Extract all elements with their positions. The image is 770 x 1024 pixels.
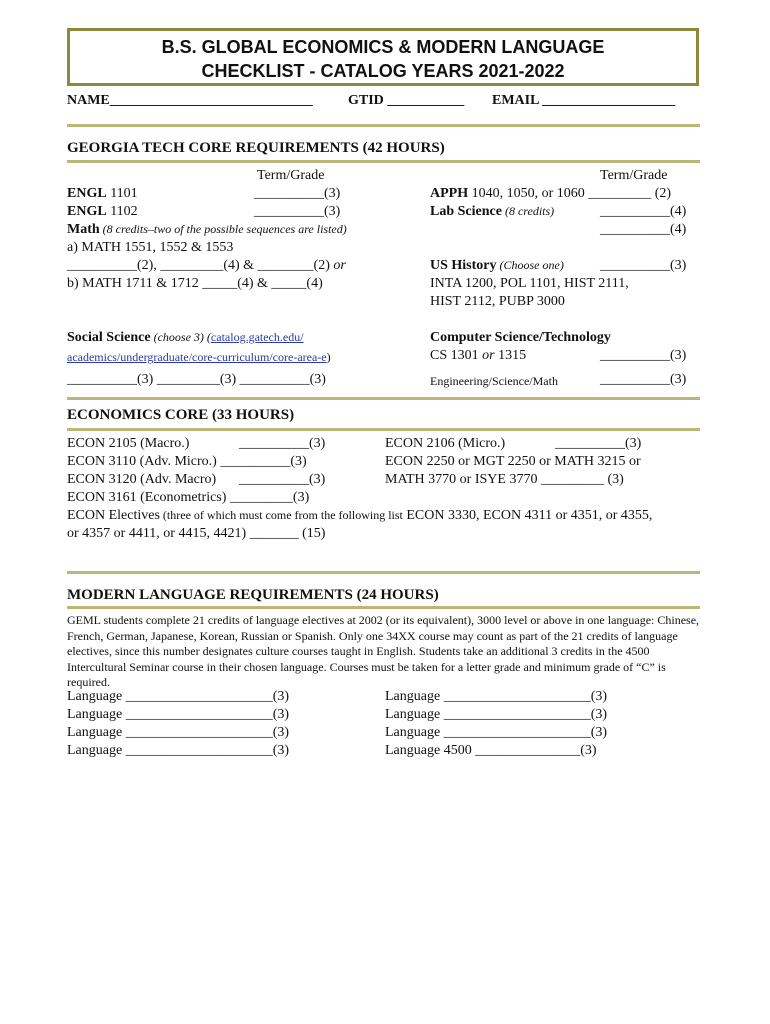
social-science-label: Social Science [67, 330, 151, 345]
language-line-left-3[interactable]: Language _____________________(3) [67, 725, 290, 740]
econ-heading: ECONOMICS CORE (33 HOURS) [67, 407, 295, 423]
esm-label: Engineering/Science/Math [430, 374, 558, 388]
econ3120-blank[interactable]: __________(3) [239, 472, 326, 487]
lang-description: GEML students complete 21 credits of language electives at 2002 (or its equivalent), 3000 level or above in one language: Chinese, French, German, Japanese, Korean, Russian or Spanish. Only one 34XX course may count as part of the 21 credits of language electives, since this number designates culture courses taught in English. Students take an additional 3 credits in the 4500 Intercultural Seminar course in their chosen language. Courses must be taken for a letter grade and minimum grade of “C” is required. [67, 613, 700, 689]
cs-or: or [478, 348, 495, 363]
us-history-options-2: HIST 2112, PUBP 3000 [430, 294, 565, 309]
math-note: (8 credits–two of the possible sequences are listed) [99, 222, 347, 236]
language-line-left-1[interactable]: Language _____________________(3) [67, 689, 290, 704]
language-line-right-1[interactable]: Language _____________________(3) [385, 689, 608, 704]
engl1102-number: 1102 [106, 204, 138, 219]
esm-blank[interactable]: __________(3) [600, 372, 687, 387]
social-science-link-row [67, 348, 331, 366]
language-4500-line[interactable]: Language 4500 _______________(3) [385, 743, 597, 758]
term-grade-label-left: Term/Grade [257, 168, 325, 183]
econ-electives-list: ECON 3330, ECON 4311 or 4351, or 4355, [402, 508, 653, 523]
math-seq-a-blanks[interactable]: __________(2), _________(4) & ________(2) [67, 258, 330, 273]
divider [67, 571, 700, 574]
lab-science-label: Lab Science [430, 204, 502, 219]
lab-science-blank-1[interactable]: __________(4) [600, 204, 687, 219]
us-history-options-1: INTA 1200, POL 1101, HIST 2111, [430, 276, 629, 291]
email-field[interactable]: EMAIL ___________________ [492, 93, 676, 108]
cs-label: Computer Science/Technology [430, 330, 611, 345]
language-line-left-4[interactable]: Language _____________________(3) [67, 743, 290, 758]
language-line-left-2[interactable]: Language _____________________(3) [67, 707, 290, 722]
engl1101-blank[interactable]: __________(3) [254, 186, 341, 201]
title-box [67, 28, 699, 86]
engl1101-row [67, 186, 138, 202]
engl1102-row [67, 204, 138, 220]
cs-blank[interactable]: __________(3) [600, 348, 687, 363]
lab-science-blank-2[interactable]: __________(4) [600, 222, 687, 237]
term-grade-label-right: Term/Grade [600, 168, 668, 183]
math-row [67, 222, 347, 238]
page-title-line2: CHECKLIST - CATALOG YEARS 2021-2022 [201, 61, 565, 81]
language-line-right-3[interactable]: Language _____________________(3) [385, 725, 608, 740]
cs-course: CS 1301 [430, 348, 479, 363]
social-science-note: (choose 3) ( [150, 330, 211, 344]
econ2106: ECON 2106 (Micro.) [385, 436, 506, 451]
apph-row [430, 186, 671, 202]
apph-subject: APPH [430, 186, 469, 201]
language-line-right-2[interactable]: Language _____________________(3) [385, 707, 608, 722]
core-heading: GEORGIA TECH CORE REQUIREMENTS (42 HOURS) [67, 140, 445, 156]
econ3110[interactable]: ECON 3110 (Adv. Micro.) __________(3) [67, 454, 307, 469]
catalog-link-part1[interactable]: catalog.gatech.edu/ [210, 330, 304, 344]
name-field[interactable]: NAME_____________________________ [67, 93, 313, 108]
econ-electives-label: ECON Electives [67, 508, 160, 523]
math-seq-b[interactable]: b) MATH 1711 & 1712 _____(4) & _____(4) [67, 276, 323, 291]
social-science-row [67, 330, 304, 346]
cs-number: 1315 [494, 348, 527, 363]
social-science-close: ) [326, 350, 331, 364]
cs-row [430, 348, 526, 364]
social-science-blanks[interactable]: __________(3) _________(3) __________(3) [67, 372, 326, 387]
divider [67, 160, 700, 163]
divider [67, 428, 700, 431]
gtid-field[interactable]: GTID ___________ [348, 93, 465, 108]
catalog-link-part2[interactable]: academics/undergraduate/core-curriculum/core-area-e [67, 350, 327, 364]
engl1101-number: 1101 [106, 186, 138, 201]
math-seq-a: a) MATH 1551, 1552 & 1553 [67, 240, 234, 255]
econ2106-blank[interactable]: __________(3) [555, 436, 642, 451]
econ2250-options: ECON 2250 or MGT 2250 or MATH 3215 or [385, 454, 641, 469]
us-history-blank[interactable]: __________(3) [600, 258, 687, 273]
engl1102-subject: ENGL [67, 204, 107, 219]
econ2105: ECON 2105 (Macro.) [67, 436, 190, 451]
us-history-row [430, 258, 564, 274]
math-label: Math [67, 222, 100, 237]
page-title-line1: B.S. GLOBAL ECONOMICS & MODERN LANGUAGE [161, 37, 605, 57]
math-or: or [329, 258, 346, 273]
us-history-label: US History [430, 258, 497, 273]
engl1102-blank[interactable]: __________(3) [254, 204, 341, 219]
econ-electives-line2[interactable]: or 4357 or 4411, or 4415, 4421) _______ (15) [67, 526, 326, 541]
divider [67, 606, 700, 609]
math3770-options[interactable]: MATH 3770 or ISYE 3770 _________ (3) [385, 472, 624, 487]
lab-science-row [430, 204, 554, 220]
engl1101-subject: ENGL [67, 186, 107, 201]
econ3161[interactable]: ECON 3161 (Econometrics) _________(3) [67, 490, 310, 505]
apph-rest[interactable]: 1040, 1050, or 1060 _________ (2) [468, 186, 672, 201]
divider [67, 397, 700, 400]
us-history-note: (Choose one) [496, 258, 564, 272]
econ3120: ECON 3120 (Adv. Macro) [67, 472, 217, 487]
econ-electives-row [67, 508, 652, 524]
math-seq-a-blanks-row [67, 258, 346, 274]
lab-science-note: (8 credits) [501, 204, 555, 218]
econ-electives-note: (three of which must come from the following list [159, 508, 403, 522]
econ2105-blank[interactable]: __________(3) [239, 436, 326, 451]
divider [67, 124, 700, 127]
lang-heading: MODERN LANGUAGE REQUIREMENTS (24 HOURS) [67, 587, 439, 603]
